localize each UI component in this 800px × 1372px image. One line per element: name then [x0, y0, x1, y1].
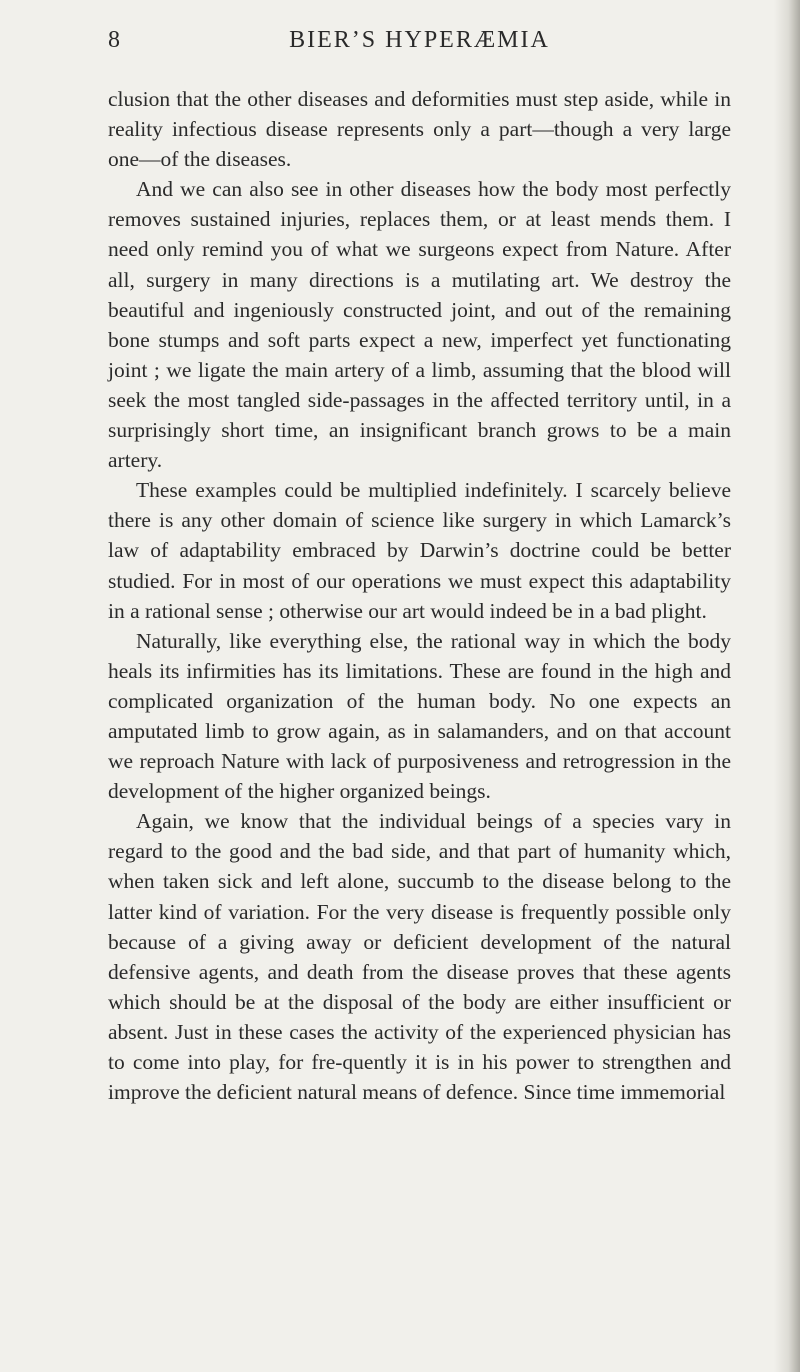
body-text: [108, 84, 731, 1107]
paragraph: These examples could be multiplied indefinitely. I scarcely believe there is any other domain of science like surgery in which Lamarck’s law of adaptability embraced by Darwin’s doctrine could be better studied. For in most of our operations we must expect this adaptability in a rational sense ; otherwise our art would indeed be in a bad plight.: [108, 478, 731, 623]
page-edge-shadow: [774, 0, 800, 1372]
running-head: [108, 20, 731, 60]
paragraph-continued: clusion that the other diseases and deformities must step aside, while in reality infectious disease represents only a part—though a very large one—of the diseases.: [108, 87, 731, 172]
paragraph: Again, we know that the individual beings of a species vary in regard to the good and the bad side, and that part of humanity which, when taken sick and left alone, succumb to the disease belong to the latter kind of variation. For the very disease is frequently possible only because of a giving away or deficient development of the natural defensive agents, and death from the disease proves that these agents which should be at the disposal of the body are either insufficient or absent. Just in these cases the activity of the experienced physician has to come into play, for fre-quently it is in his power to strengthen and improve the deficient natural means of defence. Since time immemorial: [108, 809, 731, 1105]
paragraph: And we can also see in other diseases how the body most perfectly removes sustained injuries, replaces them, or at least mends them. I need only remind you of what we surgeons expect from Nature. After all, surgery in many directions is a mutilating art. We destroy the beautiful and ingeniously constructed joint, and out of the remaining bone stumps and soft parts expect a new, imperfect yet functionating joint ; we ligate the main artery of a limb, assuming that the blood will seek the most tangled side-passages in the affected territory until, in a surprisingly short time, an insignificant branch grows to be a main artery.: [108, 177, 731, 473]
page-header-title: BIER’S HYPERÆMIA: [289, 27, 550, 53]
page-number: 8: [108, 27, 120, 53]
paragraph: Naturally, like everything else, the rational way in which the body heals its infirmities has its limitations. These are found in the high and complicated organization of the human body. No one expects an amputated limb to grow again, as in salamanders, and on that account we reproach Nature with lack of purposiveness and retrogression in the development of the higher organized beings.: [108, 628, 731, 804]
